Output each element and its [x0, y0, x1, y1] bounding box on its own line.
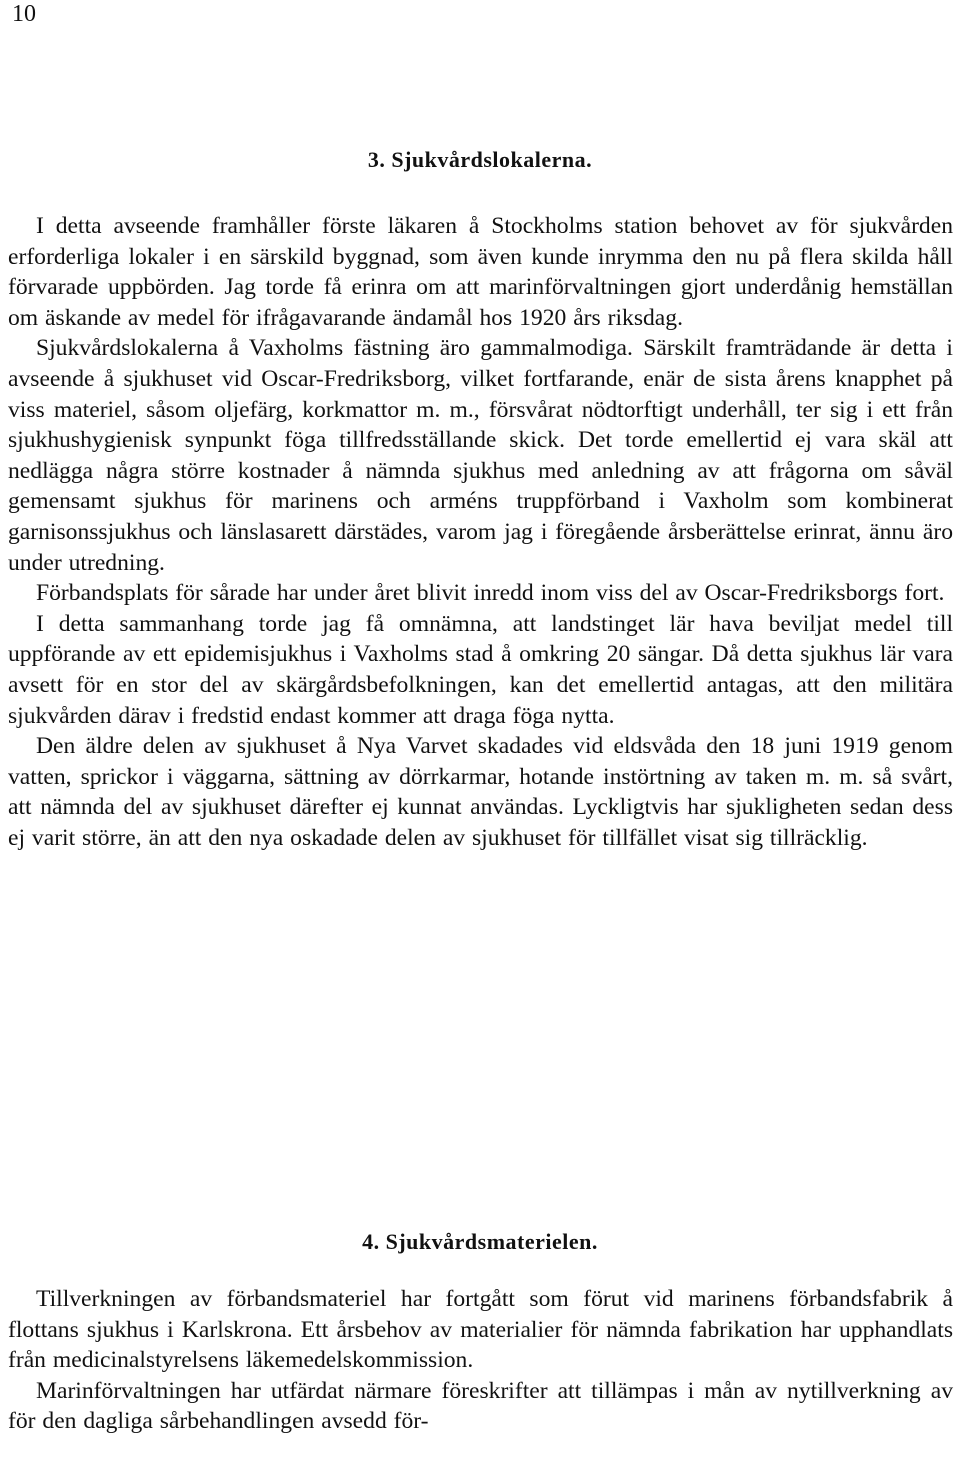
paragraph: Marinförvaltningen har utfärdat närmare föreskrifter att tillämpas i mån av nytillverkning av för den dagliga sårbehandlingen avsedd för- [8, 1377, 953, 1435]
paragraph: I detta sammanhang torde jag få omnämna, att landstinget lär hava beviljat medel till uppförande av ett epidemisjukhus i Vaxholms stad å omkring 20 sängar. Då detta sjukhus lär vara avsett för en stor del av skärgårdsbefolkningen, kan det emellertid antagas, att den militära sjukvården därav i fredstid endast kommer att draga föga nytta. [8, 610, 953, 729]
section-heading-sjukvardsmaterielen: 4. Sjukvårdsmaterielen. [362, 1229, 598, 1255]
section-heading-sjukvardslokalerna: 3. Sjukvårdslokalerna. [367, 147, 593, 173]
paragraph: I detta avseende framhåller förste läkaren å Stockholms station behovet av för sjukvården erforderliga lokaler i en särskild byggnad, som även kunde inrymma den nu på flera skilda håll förvarade uppbörden. Jag torde få erinra om att marinförvaltningen gjort underdånig hemställan om äskande av medel för ifrågavarande ändamål hos 1920 års riksdag. [8, 213, 953, 331]
paragraph: Förbandsplats för sårade har under året blivit inredd inom viss del av Oscar-Fredriksborgs fort. [36, 580, 945, 607]
section-sjukvardsmaterielen [8, 1284, 953, 1437]
paragraph: Den äldre delen av sjukhuset å Nya Varvet skadades vid eldsvåda den 18 juni 1919 genom vatten, sprickor i väggarna, sättning av dörrkarmar, hotande instörtning av taken m. m. så svårt, att nämnda del av sjukhuset därefter ej kunnat användas. Lyckligtvis har sjukligheten sedan dess ej varit större, än att den nya oskadade delen av sjukhuset för tillfället visat sig tillräcklig. [8, 733, 953, 851]
section-sjukvardslokalerna [8, 211, 953, 853]
paragraph: Sjukvårdslokalerna å Vaxholms fästning äro gammalmodiga. Särskilt framträdande är detta i avseende å sjukhuset vid Oscar-Fredriksborg, vilket fortfarande, enär de sista årens knapphet på viss materiel, såsom oljefärg, korkmattor m. m., försvårat nödtorftigt underhåll, ter sig i ett från sjukhushygienisk synpunkt föga tillfredsställande skick. Det torde emellertid ej vara skäl att nedlägga några större kostnader å nämnda sjukhus med anledning av att frågorna om såväl gemensamt sjukhus för marinens och arméns truppförband i Vaxholm som kombinerat garnisonssjukhus och länslasarett därstädes, varom jag i föregående årsberättelse erinrat, ännu äro under utredning. [8, 335, 953, 576]
page-number: 10 [12, 1, 36, 27]
paragraph: Tillverkningen av förbandsmateriel har fortgått som förut vid marinens förbandsfabrik å flottans sjukhus i Karlskrona. Ett årsbehov av materialier för nämnda fabrikation har upphandlats från medicinalstyrelsens läkemedelskommission. [8, 1286, 953, 1374]
